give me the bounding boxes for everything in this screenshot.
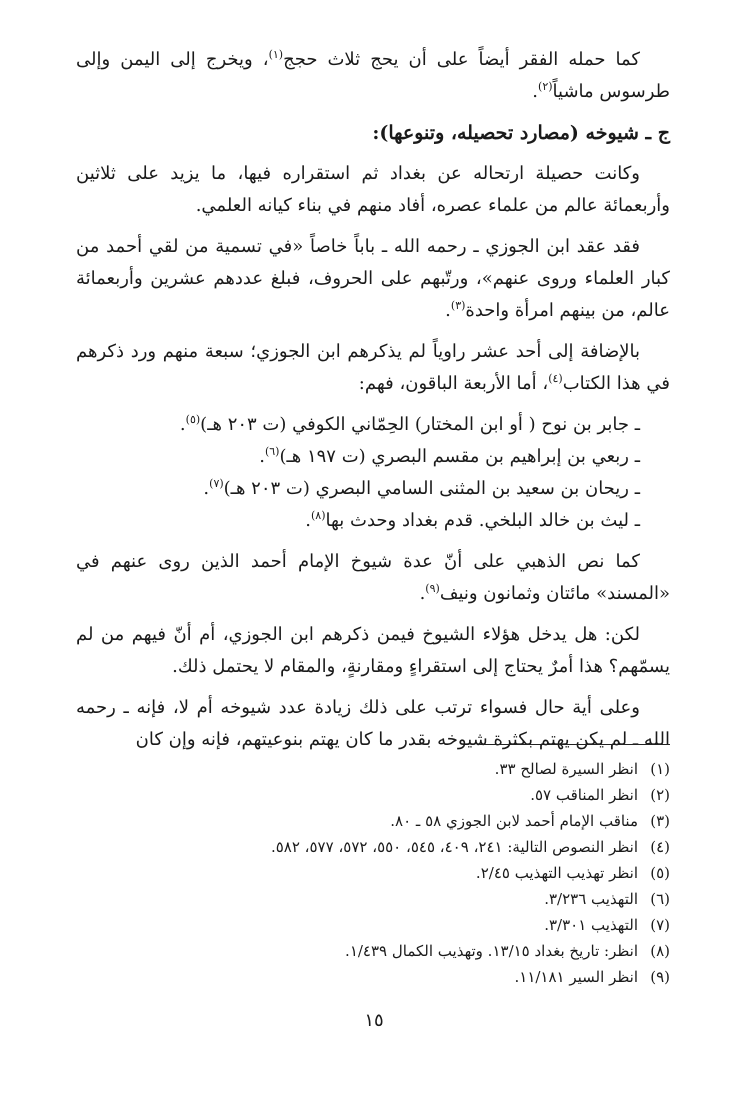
footnote-text: انظر: تاريخ بغداد ١٣/١٥. وتهذيب الكمال ١/٤٣٩. bbox=[345, 942, 638, 960]
footnote-ref-7[interactable]: (٧) bbox=[209, 477, 224, 490]
footnote-text: انظر تهذيب التهذيب ٢/٤٥. bbox=[475, 864, 638, 882]
narrators-list bbox=[76, 409, 670, 537]
footnote-number: (٥) bbox=[650, 864, 670, 882]
paragraph-5-text-b: . bbox=[419, 583, 426, 604]
footnote-item bbox=[120, 834, 670, 860]
list-item bbox=[76, 505, 640, 537]
list-item-end: . bbox=[259, 446, 265, 467]
footnote-ref-4[interactable]: (٤) bbox=[548, 372, 563, 385]
list-item bbox=[76, 473, 640, 505]
paragraph-1-text-a: كما حمله الفقر أيضاً على أن يحج ثلاث حجج bbox=[283, 49, 641, 70]
paragraph-5 bbox=[76, 546, 670, 610]
list-item-end: . bbox=[203, 478, 210, 499]
list-item-end: . bbox=[179, 414, 186, 435]
list-item-text: ـ ربعي بن إبراهيم بن مقسم البصري (ت ١٩٧ هـ) bbox=[279, 446, 640, 467]
footnote-item bbox=[120, 860, 670, 886]
section-heading: ج ـ شيوخه (مصارد تحصيله، وتنوعها): bbox=[372, 122, 670, 144]
list-item bbox=[76, 441, 640, 473]
footnote-ref-3[interactable]: (٣) bbox=[450, 299, 466, 312]
footnote-number: (١) bbox=[650, 760, 670, 778]
paragraph-1 bbox=[76, 44, 670, 108]
list-item-text: ـ جابر بن نوح ( أو ابن المختار) الحِمّاني الكوفي (ت ٢٠٣ هـ) bbox=[200, 414, 640, 435]
paragraph-6: لكن: هل يدخل هؤلاء الشيوخ فيمن ذكرهم ابن الجوزي، أم أنّ فيهم من لم يسمّهم؟ هذا أمرٌ يحتاج إلى استقراءٍ ومقارنةٍ، والمقام لا يحتمل ذلك. bbox=[76, 624, 670, 677]
footnote-ref-6[interactable]: (٦) bbox=[264, 445, 280, 458]
footnote-item bbox=[120, 886, 670, 912]
paragraph-7: وعلى أية حال فسواء ترتب على ذلك زيادة عدد شيوخه أم لا، فإنه ـ رحمه الله ـ لم يكن يهتم بكثرة شيوخه بقدر ما كان يهتم بنوعيتهم، فإنه وإن كان bbox=[76, 697, 670, 750]
paragraph-4-text-a: بالإضافة إلى أحد عشر راوياً لم يذكرهم ابن الجوزي؛ سبعة منهم ورد ذكرهم في هذا الكتاب bbox=[76, 341, 670, 394]
footnote-number: (٨) bbox=[650, 942, 670, 960]
footnote-text: التهذيب ٣/٢٣٦. bbox=[544, 890, 638, 908]
paragraph-4 bbox=[76, 336, 670, 400]
footnote-item bbox=[120, 912, 670, 938]
footnote-ref-1[interactable]: (١) bbox=[268, 48, 284, 61]
footnote-item bbox=[120, 782, 670, 808]
footnote-text: انظر السيرة لصالح ٣٣. bbox=[494, 760, 638, 778]
main-text bbox=[76, 44, 670, 765]
paragraph-2: وكانت حصيلة ارتحاله عن بغداد ثم استقراره فيها، ما يزيد على ثلاثين وأربعمائة عالم من علماء عصره، أفاد منهم في بناء كيانه العلمي. bbox=[76, 163, 670, 216]
list-item-text: ـ ريحان بن سعيد بن المثنى السامي البصري (ت ٢٠٣ هـ) bbox=[223, 478, 640, 499]
footnote-item bbox=[120, 756, 670, 782]
footnote-number: (٤) bbox=[650, 838, 670, 856]
list-item-text: ـ ليث بن خالد البلخي. قدم بغداد وحدث بها bbox=[325, 510, 640, 531]
footnote-number: (٩) bbox=[650, 968, 670, 986]
footnote-item bbox=[120, 938, 670, 964]
footnote-item bbox=[120, 808, 670, 834]
paragraph-4-text-b: ، أما الأربعة الباقون، فهم: bbox=[358, 373, 549, 394]
paragraph-1-text-c: . bbox=[532, 81, 539, 102]
footnote-separator bbox=[480, 744, 670, 745]
list-item bbox=[76, 409, 640, 441]
paragraph-3 bbox=[76, 231, 670, 327]
paragraph-5-text-a: كما نص الذهبي على أنّ عدة شيوخ الإمام أحمد الذين روى عنهم في «المسند» مائتان وثمانون ونيف bbox=[76, 551, 670, 604]
footnote-number: (٢) bbox=[650, 786, 670, 804]
footnote-text: التهذيب ٣/٣٠١. bbox=[544, 916, 638, 934]
footnote-text: مناقب الإمام أحمد لابن الجوزي ٥٨ ـ ٨٠. bbox=[390, 812, 638, 830]
footnote-number: (٦) bbox=[650, 890, 670, 908]
page-number: ١٥ bbox=[364, 1010, 384, 1031]
paragraph-3-text-a: فقد عقد ابن الجوزي ـ رحمه الله ـ باباً خاصاً «في تسمية من لقي أحمد من كبار العلماء وروى عنهم»، ورتّبهم على الحروف، فبلغ عددهم عشرين وأربعمائة عالم، من بينهم امرأة واحدة bbox=[76, 236, 670, 321]
footnotes bbox=[120, 756, 670, 990]
footnote-text: انظر السير ١١/١٨١. bbox=[514, 968, 638, 986]
list-item-end: . bbox=[305, 510, 311, 531]
footnote-item bbox=[120, 964, 670, 990]
footnote-ref-2[interactable]: (٢) bbox=[538, 80, 553, 93]
paragraph-1-text-b: ، ويخرج إلى اليمن وإلى طرسوس ماشياً bbox=[76, 49, 670, 102]
footnote-text: انظر المناقب ٥٧. bbox=[530, 786, 638, 804]
footnote-ref-5[interactable]: (٥) bbox=[185, 413, 201, 426]
footnote-ref-9[interactable]: (٩) bbox=[425, 582, 440, 595]
footnote-number: (٧) bbox=[650, 916, 670, 934]
footnote-number: (٣) bbox=[650, 812, 670, 830]
paragraph-3-text-b: . bbox=[445, 300, 451, 321]
footnote-ref-8[interactable]: (٨) bbox=[311, 509, 326, 522]
footnote-text: انظر النصوص التالية: ٢٤١، ٤٠٩، ٥٤٥، ٥٥٠، ٥٧٢، ٥٧٧، ٥٨٢. bbox=[270, 838, 638, 856]
